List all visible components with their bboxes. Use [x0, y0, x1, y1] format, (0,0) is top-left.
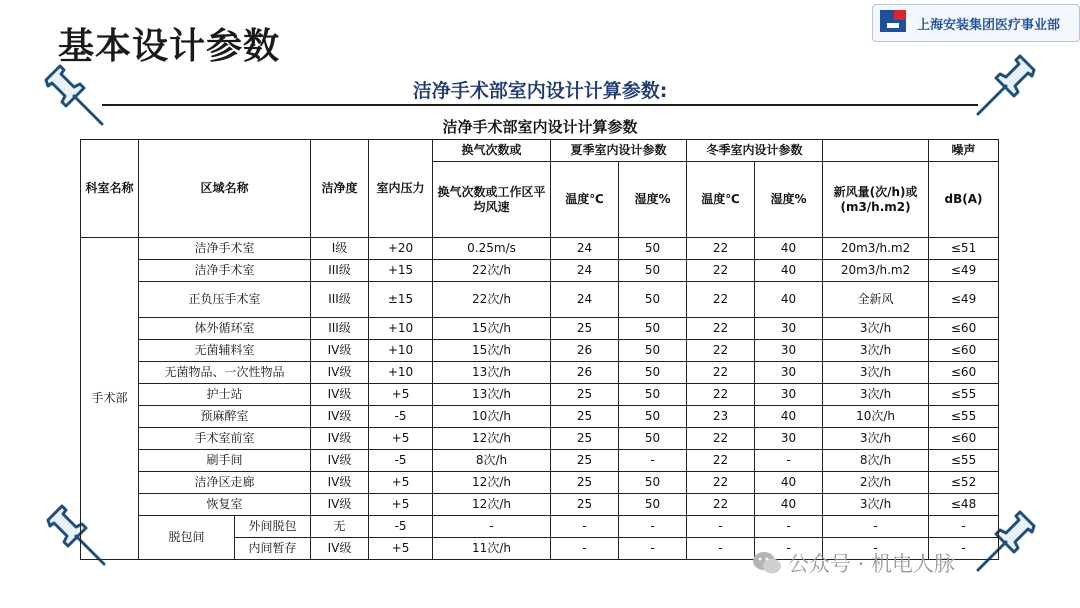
table-row: [81, 340, 999, 362]
w-temp-cell: 22: [687, 340, 755, 362]
w-hum-cell: 40: [755, 494, 823, 516]
w-temp-cell: 22: [687, 260, 755, 282]
pressure-cell: -5: [369, 516, 433, 538]
ach-cell: 15次/h: [433, 340, 551, 362]
fresh-cell: -: [823, 538, 929, 560]
cleanliness-cell: IV级: [311, 406, 369, 428]
area-cell: 无菌物品、一次性物品: [139, 362, 311, 384]
w-temp-cell: 22: [687, 450, 755, 472]
w-hum-cell: 30: [755, 428, 823, 450]
design-parameters-table: [80, 139, 999, 560]
s-temp-cell: 25: [551, 450, 619, 472]
s-hum-cell: 50: [619, 428, 687, 450]
s-temp-cell: 25: [551, 428, 619, 450]
header-cleanliness: 洁净度: [311, 140, 369, 238]
header-winter-humidity: 湿度%: [755, 162, 823, 238]
fresh-cell: 8次/h: [823, 450, 929, 472]
undress-group-cell: 脱包间: [139, 516, 235, 560]
s-temp-cell: -: [551, 516, 619, 538]
ach-cell: 13次/h: [433, 384, 551, 406]
table-row: [81, 384, 999, 406]
ach-cell: 8次/h: [433, 450, 551, 472]
s-hum-cell: -: [619, 450, 687, 472]
cleanliness-cell: I级: [311, 238, 369, 260]
w-temp-cell: 23: [687, 406, 755, 428]
noise-cell: ≤60: [929, 318, 999, 340]
w-hum-cell: 30: [755, 318, 823, 340]
fresh-cell: 3次/h: [823, 494, 929, 516]
w-temp-cell: 22: [687, 318, 755, 340]
fresh-cell: 20m3/h.m2: [823, 238, 929, 260]
area-cell: 体外循环室: [139, 318, 311, 340]
table-row: [81, 362, 999, 384]
w-temp-cell: 22: [687, 384, 755, 406]
pressure-cell: +5: [369, 494, 433, 516]
area-cell: 手术室前室: [139, 428, 311, 450]
header-ach: 换气次数或工作区平均风速: [433, 162, 551, 238]
table-row: [81, 318, 999, 340]
ach-cell: 22次/h: [433, 282, 551, 318]
pressure-cell: ±15: [369, 282, 433, 318]
s-temp-cell: 24: [551, 238, 619, 260]
cleanliness-cell: IV级: [311, 384, 369, 406]
s-temp-cell: 24: [551, 282, 619, 318]
area-cell: 无菌辅料室: [139, 340, 311, 362]
header-fresh-air: 新风量(次/h)或(m3/h.m2): [823, 162, 929, 238]
scg-logo-icon: [879, 9, 913, 37]
noise-cell: ≤48: [929, 494, 999, 516]
noise-cell: ≤51: [929, 238, 999, 260]
s-temp-cell: 25: [551, 494, 619, 516]
noise-cell: ≤60: [929, 428, 999, 450]
s-temp-cell: -: [551, 538, 619, 560]
s-hum-cell: 50: [619, 362, 687, 384]
s-hum-cell: 50: [619, 494, 687, 516]
pressure-cell: +5: [369, 472, 433, 494]
noise-cell: ≤60: [929, 340, 999, 362]
header-area: 区域名称: [139, 140, 311, 238]
pressure-cell: +10: [369, 318, 433, 340]
w-temp-cell: 22: [687, 428, 755, 450]
section-subtitle: 洁净手术部室内设计计算参数:: [412, 80, 668, 102]
table-row: [81, 472, 999, 494]
header-ach-group: 换气次数或: [433, 140, 551, 162]
ach-cell: 12次/h: [433, 472, 551, 494]
header-noise: 噪声: [929, 140, 999, 162]
area-cell: 外间脱包: [235, 516, 311, 538]
table-row: [81, 428, 999, 450]
area-cell: 刷手间: [139, 450, 311, 472]
s-hum-cell: -: [619, 516, 687, 538]
cleanliness-cell: IV级: [311, 472, 369, 494]
s-hum-cell: 50: [619, 318, 687, 340]
noise-cell: -: [929, 538, 999, 560]
header-winter: 冬季室内设计参数: [687, 140, 823, 162]
ach-cell: 10次/h: [433, 406, 551, 428]
w-hum-cell: -: [755, 538, 823, 560]
noise-cell: ≤55: [929, 384, 999, 406]
noise-cell: ≤55: [929, 406, 999, 428]
s-hum-cell: -: [619, 538, 687, 560]
fresh-cell: 3次/h: [823, 340, 929, 362]
fresh-cell: 2次/h: [823, 472, 929, 494]
s-hum-cell: 50: [619, 384, 687, 406]
header-blank: [823, 140, 929, 162]
fresh-cell: 3次/h: [823, 318, 929, 340]
cleanliness-cell: IV级: [311, 494, 369, 516]
ach-cell: 13次/h: [433, 362, 551, 384]
noise-cell: ≤55: [929, 450, 999, 472]
w-hum-cell: 30: [755, 362, 823, 384]
s-hum-cell: 50: [619, 238, 687, 260]
divider: [102, 104, 978, 106]
cleanliness-cell: IV级: [311, 428, 369, 450]
ach-cell: 15次/h: [433, 318, 551, 340]
s-temp-cell: 25: [551, 472, 619, 494]
area-cell: 正负压手术室: [139, 282, 311, 318]
s-hum-cell: 50: [619, 406, 687, 428]
pressure-cell: +15: [369, 260, 433, 282]
s-temp-cell: 25: [551, 384, 619, 406]
w-temp-cell: 22: [687, 472, 755, 494]
logo-text: 上海安装集团医疗事业部: [917, 17, 1061, 33]
s-temp-cell: 24: [551, 260, 619, 282]
area-cell: 内间暂存: [235, 538, 311, 560]
pressure-cell: -5: [369, 450, 433, 472]
noise-cell: ≤49: [929, 282, 999, 318]
w-hum-cell: 40: [755, 406, 823, 428]
area-cell: 洁净区走廊: [139, 472, 311, 494]
cleanliness-cell: III级: [311, 260, 369, 282]
fresh-cell: 3次/h: [823, 428, 929, 450]
dept-cell: 手术部: [81, 238, 139, 560]
w-hum-cell: -: [755, 516, 823, 538]
fresh-cell: 3次/h: [823, 362, 929, 384]
w-temp-cell: 22: [687, 494, 755, 516]
w-hum-cell: 40: [755, 472, 823, 494]
table-row: [81, 450, 999, 472]
w-temp-cell: -: [687, 516, 755, 538]
header-summer-humidity: 湿度%: [619, 162, 687, 238]
watermark-text: 公众号 · 机电人脉: [788, 552, 956, 576]
s-temp-cell: 26: [551, 362, 619, 384]
ach-cell: 12次/h: [433, 494, 551, 516]
w-temp-cell: 22: [687, 362, 755, 384]
w-hum-cell: 30: [755, 340, 823, 362]
fresh-cell: 10次/h: [823, 406, 929, 428]
pressure-cell: +5: [369, 428, 433, 450]
cleanliness-cell: IV级: [311, 340, 369, 362]
s-temp-cell: 26: [551, 340, 619, 362]
cleanliness-cell: III级: [311, 282, 369, 318]
header-pressure: 室内压力: [369, 140, 433, 238]
area-cell: 恢复室: [139, 494, 311, 516]
w-hum-cell: -: [755, 450, 823, 472]
s-hum-cell: 50: [619, 340, 687, 362]
noise-cell: ≤60: [929, 362, 999, 384]
w-hum-cell: 30: [755, 384, 823, 406]
w-hum-cell: 40: [755, 260, 823, 282]
cleanliness-cell: IV级: [311, 538, 369, 560]
ach-cell: 12次/h: [433, 428, 551, 450]
fresh-cell: 全新风: [823, 282, 929, 318]
fresh-cell: -: [823, 516, 929, 538]
header-winter-temp: 温度℃: [687, 162, 755, 238]
s-hum-cell: 50: [619, 472, 687, 494]
ach-cell: -: [433, 516, 551, 538]
s-hum-cell: 50: [619, 260, 687, 282]
table-row: [81, 516, 999, 538]
cleanliness-cell: IV级: [311, 450, 369, 472]
wechat-icon: [752, 550, 782, 576]
w-temp-cell: 22: [687, 282, 755, 318]
w-temp-cell: 22: [687, 238, 755, 260]
w-hum-cell: 40: [755, 282, 823, 318]
cleanliness-cell: 无: [311, 516, 369, 538]
header-summer: 夏季室内设计参数: [551, 140, 687, 162]
area-cell: 洁净手术室: [139, 260, 311, 282]
page-title: 基本设计参数: [58, 26, 281, 67]
noise-cell: ≤49: [929, 260, 999, 282]
table-row: [81, 494, 999, 516]
noise-cell: -: [929, 516, 999, 538]
ach-cell: 22次/h: [433, 260, 551, 282]
table-row: [81, 260, 999, 282]
watermark: [752, 548, 955, 578]
pressure-cell: +5: [369, 538, 433, 560]
noise-cell: ≤52: [929, 472, 999, 494]
s-temp-cell: 25: [551, 406, 619, 428]
area-cell: 护士站: [139, 384, 311, 406]
fresh-cell: 3次/h: [823, 384, 929, 406]
cleanliness-cell: III级: [311, 318, 369, 340]
ach-cell: 11次/h: [433, 538, 551, 560]
company-logo: [872, 4, 1080, 42]
table-row: [81, 282, 999, 318]
ach-cell: 0.25m/s: [433, 238, 551, 260]
table-row: [81, 238, 999, 260]
table-row: [81, 406, 999, 428]
pressure-cell: +5: [369, 384, 433, 406]
table-title: 洁净手术部室内设计计算参数: [442, 118, 638, 136]
w-temp-cell: -: [687, 538, 755, 560]
header-dept: 科室名称: [81, 140, 139, 238]
s-temp-cell: 25: [551, 318, 619, 340]
cleanliness-cell: IV级: [311, 362, 369, 384]
area-cell: 洁净手术室: [139, 238, 311, 260]
pressure-cell: -5: [369, 406, 433, 428]
w-hum-cell: 40: [755, 238, 823, 260]
fresh-cell: 20m3/h.m2: [823, 260, 929, 282]
area-cell: 预麻醉室: [139, 406, 311, 428]
pressure-cell: +10: [369, 340, 433, 362]
s-hum-cell: 50: [619, 282, 687, 318]
header-noise-unit: dB(A): [929, 162, 999, 238]
header-summer-temp: 温度℃: [551, 162, 619, 238]
pressure-cell: +10: [369, 362, 433, 384]
pressure-cell: +20: [369, 238, 433, 260]
